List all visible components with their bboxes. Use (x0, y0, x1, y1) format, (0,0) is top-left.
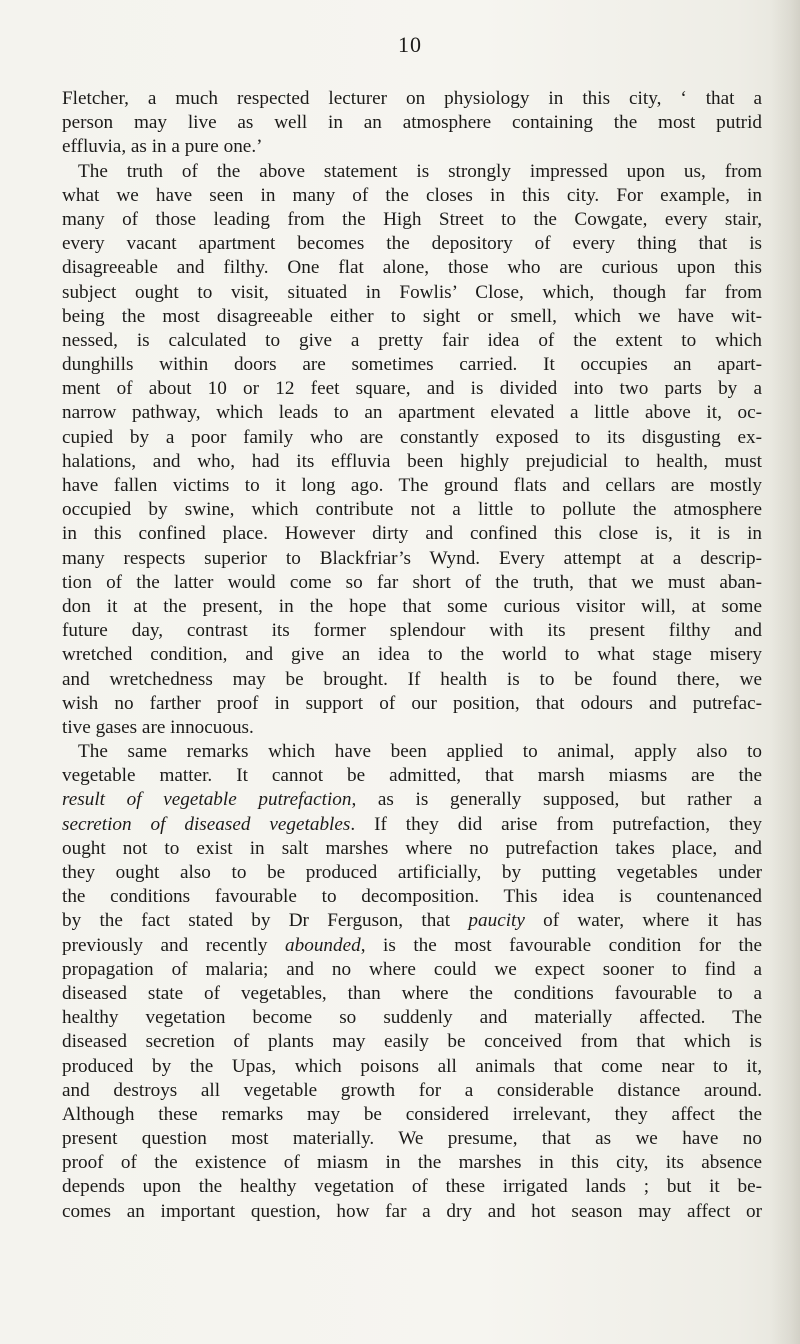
text-line: in this confined place. However dirty and confined this close is, it is in (62, 523, 762, 545)
text-line: effluvia, as in a pure one.’ (62, 136, 263, 158)
text-line: every vacant apartment becomes the depository of every thing that is (62, 233, 762, 255)
text-run: . If they did arise from putrefaction, they (350, 813, 762, 835)
text-line: being the most disagreeable either to sight or smell, which we have wit- (62, 305, 762, 327)
text-line: The truth of the above statement is strongly impressed upon us, from (78, 160, 762, 182)
text-line (62, 788, 762, 812)
text-line: Fletcher, a much respected lecturer on physiology in this city, ‘ that a (62, 88, 762, 109)
text-run: by the fact stated by Dr Ferguson, that (62, 910, 469, 932)
text-line: wretched condition, and give an idea to the world to what stage misery (62, 644, 762, 666)
text-line: comes an important question, how far a dry and hot season may affect or (62, 1200, 762, 1222)
body-text (62, 87, 762, 1224)
text-line: Although these remarks may be considered irrelevant, they affect the (62, 1103, 762, 1125)
text-line: diseased state of vegetables, than where the conditions favourable to a (62, 982, 762, 1004)
italic-text: paucity (468, 910, 525, 932)
italic-text: secretion of diseased vegetables (62, 813, 351, 835)
text-line: nessed, is calculated to give a pretty fair idea of the extent to which (62, 329, 762, 351)
page-number: 10 (398, 32, 422, 57)
text-line: diseased secretion of plants may easily be conceived from that which is (62, 1031, 762, 1053)
text-line: don it at the present, in the hope that some curious visitor will, at some (62, 595, 762, 617)
text-line: present question most materially. We presume, that as we have no (62, 1128, 762, 1150)
text-line: proof of the existence of miasm in the marshes in this city, its absence (62, 1152, 762, 1174)
text-line: what we have seen in many of the closes in this city. For example, in (62, 184, 762, 206)
text-line: halations, and who, had its effluvia been highly prejudicial to health, must (62, 450, 762, 472)
page-edge-shadow (770, 0, 800, 1344)
text-line (62, 813, 762, 837)
text-run: , as is generally supposed, but rather a (351, 789, 762, 811)
text-line: narrow pathway, which leads to an apartment elevated a little above it, oc- (62, 402, 762, 424)
text-line (62, 934, 762, 958)
text-line: The same remarks which have been applied to animal, apply also to (78, 741, 762, 763)
italic-text: result of vegetable putrefaction (62, 789, 352, 811)
text-line: and destroys all vegetable growth for a considerable distance around. (62, 1079, 762, 1101)
text-line: ment of about 10 or 12 feet square, and is divided into two parts by a (62, 378, 762, 400)
text-run: , is the most favourable condition for the (360, 934, 762, 956)
text-line (62, 909, 762, 933)
italic-text: abounded (285, 934, 361, 956)
text-line: dunghills within doors are sometimes carried. It occupies an apart- (62, 354, 762, 376)
text-run: previously and recently (62, 934, 286, 956)
text-line: propagation of malaria; and no where could we expect sooner to find a (62, 958, 762, 980)
text-line: subject ought to visit, situated in Fowlis’ Close, which, though far from (62, 281, 762, 303)
text-line: healthy vegetation become so suddenly and materially affected. The (62, 1007, 762, 1029)
text-line: they ought also to be produced artificially, by putting vegetables under (62, 862, 762, 883)
text-line: disagreeable and filthy. One flat alone, those who are curious upon this (62, 257, 762, 279)
text-line: vegetable matter. It cannot be admitted, that marsh miasms are the (62, 765, 762, 787)
text-line: tive gases are innocuous. (62, 716, 254, 738)
text-line: the conditions favourable to decomposition. This idea is countenanced (62, 886, 762, 908)
text-line: have fallen victims to it long ago. The ground flats and cellars are mostly (62, 475, 762, 496)
text-line: person may live as well in an atmosphere containing the most putrid (62, 112, 762, 134)
text-line: wish no farther proof in support of our position, that odours and putrefac- (62, 692, 762, 714)
text-line: and wretchedness may be brought. If health is to be found there, we (62, 668, 762, 690)
text-line: cupied by a poor family who are constantly exposed to its disgusting ex- (62, 426, 762, 448)
text-line: tion of the latter would come so far short of the truth, that we must aban- (62, 571, 762, 593)
text-line: produced by the Upas, which poisons all animals that come near to it, (62, 1055, 762, 1077)
text-line: future day, contrast its former splendour with its present filthy and (62, 620, 762, 642)
text-line: ought not to exist in salt marshes where no putrefaction takes place, and (62, 837, 762, 859)
text-run: of water, where it has (524, 910, 762, 932)
text-line: depends upon the healthy vegetation of these irrigated lands ; but it be- (62, 1176, 762, 1198)
text-line: many respects superior to Blackfriar’s Wynd. Every attempt at a descrip- (62, 547, 762, 569)
text-line: occupied by swine, which contribute not a little to pollute the atmosphere (62, 499, 762, 521)
text-line: many of those leading from the High Street to the Cowgate, every stair, (62, 208, 762, 230)
